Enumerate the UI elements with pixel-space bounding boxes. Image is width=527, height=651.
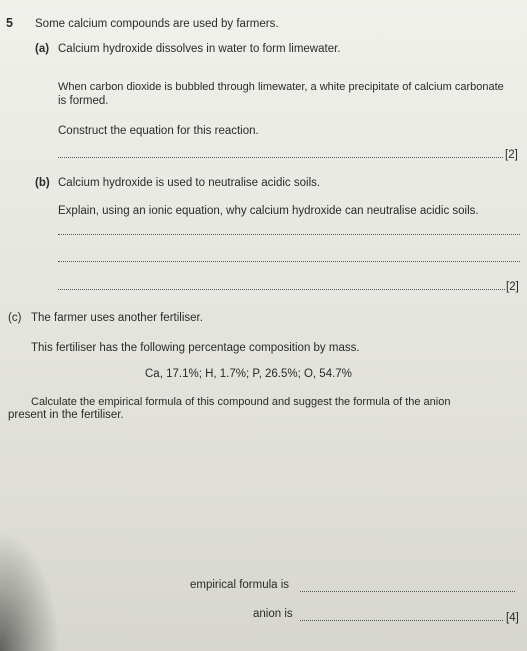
part-c-instruction-line2: present in the fertiliser. bbox=[8, 409, 124, 421]
part-b-instruction: Explain, using an ionic equation, why calcium hydroxide can neutralise acidic soils. bbox=[58, 205, 479, 217]
part-b-statement: Calcium hydroxide is used to neutralise acidic soils. bbox=[58, 177, 321, 189]
part-b-marks: [2] bbox=[506, 281, 519, 293]
empirical-formula-answer-line[interactable] bbox=[300, 591, 515, 592]
anion-label: anion is bbox=[253, 608, 293, 620]
part-c-label: (c) bbox=[8, 312, 22, 324]
part-a-instruction: Construct the equation for this reaction. bbox=[58, 125, 259, 137]
part-a-label: (a) bbox=[35, 43, 50, 55]
anion-answer-line[interactable] bbox=[300, 620, 503, 621]
part-a-answer-line[interactable] bbox=[58, 157, 503, 158]
part-a-context-line2: is formed. bbox=[58, 95, 109, 107]
part-c-context: This fertiliser has the following percentage composition by mass. bbox=[31, 342, 360, 354]
part-a-context-line1: When carbon dioxide is bubbled through limewater, a white precipitate of calcium carbonate bbox=[58, 81, 504, 93]
part-b-answer-line-3[interactable] bbox=[58, 289, 505, 290]
part-b-label: (b) bbox=[35, 177, 50, 189]
empirical-formula-label: empirical formula is bbox=[190, 579, 290, 591]
part-c-instruction-line1: Calculate the empirical formula of this compound and suggest the formula of the anion bbox=[31, 396, 451, 408]
part-c-statement: The farmer uses another fertiliser. bbox=[31, 312, 203, 324]
question-intro: Some calcium compounds are used by farmers. bbox=[35, 18, 279, 30]
question-number: 5 bbox=[6, 16, 13, 30]
part-b-answer-line-2[interactable] bbox=[58, 261, 520, 262]
part-c-composition: Ca, 17.1%; H, 1.7%; P, 26.5%; O, 54.7% bbox=[145, 368, 352, 380]
page-shadow bbox=[0, 531, 60, 651]
part-a-marks: [2] bbox=[505, 149, 518, 161]
part-c-marks: [4] bbox=[506, 612, 519, 624]
part-b-answer-line-1[interactable] bbox=[58, 234, 520, 235]
part-a-statement: Calcium hydroxide dissolves in water to form limewater. bbox=[58, 43, 341, 55]
